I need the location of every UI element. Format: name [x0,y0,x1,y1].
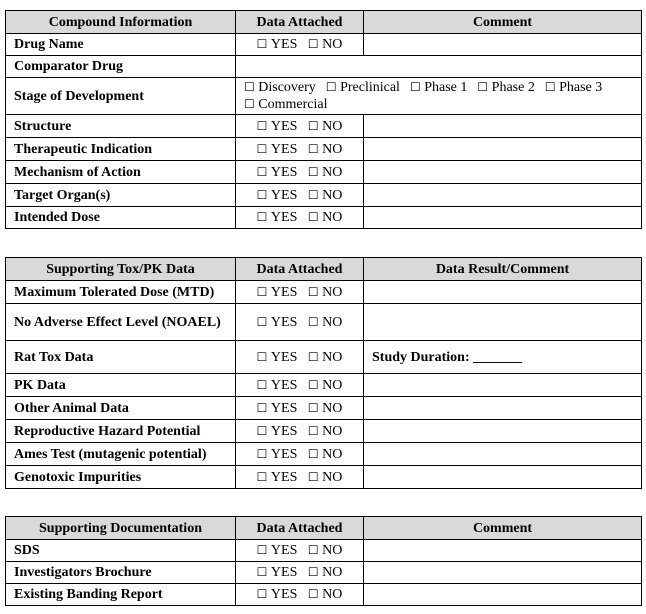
row-label: Stage of Development [6,78,236,115]
row-label: Maximum Tolerated Dose (MTD) [6,281,236,304]
data-attached-cell [236,374,364,397]
table-row [6,397,642,420]
comment-cell[interactable] [364,374,642,397]
data-attached-cell [236,443,364,466]
no-checkbox[interactable]: ☐ NO [307,210,343,225]
table-row [6,466,642,489]
comment-cell[interactable] [364,443,642,466]
table-row [6,540,642,562]
data-attached-cell [236,304,364,341]
row-label: Genotoxic Impurities [6,466,236,489]
stage-option-commercial[interactable]: ☐ Commercial [244,97,328,112]
table-row [6,341,642,374]
data-attached-cell [236,115,364,138]
comment-cell[interactable] [364,540,642,562]
comment-cell[interactable] [364,207,642,229]
yes-checkbox[interactable]: ☐ YES [256,446,298,462]
table-header-row [6,517,642,540]
no-checkbox[interactable]: ☐ NO [307,469,343,485]
data-attached-cell [236,281,364,304]
column-header: Data Attached [236,258,364,281]
yes-checkbox[interactable]: ☐ YES [256,469,298,485]
yes-checkbox[interactable]: ☐ YES [256,400,298,416]
no-checkbox[interactable]: ☐ NO [307,349,343,365]
no-checkbox[interactable]: ☐ NO [307,423,343,439]
table-row [6,562,642,584]
table-header-row [6,258,642,281]
row-label: Target Organ(s) [6,184,236,207]
yes-checkbox[interactable]: ☐ YES [256,423,298,439]
yes-checkbox[interactable]: ☐ YES [256,377,298,393]
comment-cell[interactable] [364,138,642,161]
no-checkbox[interactable]: ☐ NO [307,446,343,462]
yes-checkbox[interactable]: ☐ YES [256,164,298,180]
comparator-drug-field[interactable] [236,56,642,78]
no-checkbox[interactable]: ☐ NO [307,587,343,602]
stage-option-phase-2[interactable]: ☐ Phase 2 [477,80,535,95]
table-row [6,584,642,606]
table-row [6,281,642,304]
data-attached-cell [236,207,364,229]
column-header: Compound Information [6,11,236,34]
yes-checkbox[interactable]: ☐ YES [256,543,298,558]
table-row [6,115,642,138]
comment-cell[interactable] [364,562,642,584]
comment-cell[interactable] [364,397,642,420]
stage-option-discovery[interactable]: ☐ Discovery [244,80,316,95]
stage-options-cell [236,78,642,115]
data-attached-cell [236,584,364,606]
row-label: Structure [6,115,236,138]
no-checkbox[interactable]: ☐ NO [307,377,343,393]
table-row [6,161,642,184]
comment-cell[interactable] [364,184,642,207]
supporting-documentation-table [5,516,642,606]
data-attached-cell [236,161,364,184]
table-row [6,304,642,341]
data-attached-cell [236,420,364,443]
column-header: Comment [364,517,642,540]
no-checkbox[interactable]: ☐ NO [307,400,343,416]
column-header: Data Result/Comment [364,258,642,281]
comment-cell[interactable] [364,466,642,489]
yes-checkbox[interactable]: ☐ YES [256,141,298,157]
comment-cell[interactable] [364,281,642,304]
row-label: Drug Name [6,34,236,56]
column-header: Data Attached [236,11,364,34]
data-attached-cell [236,341,364,374]
column-header: Data Attached [236,517,364,540]
column-header: Supporting Documentation [6,517,236,540]
no-checkbox[interactable]: ☐ NO [307,37,343,52]
comment-cell[interactable] [364,161,642,184]
row-label: Rat Tox Data [6,341,236,374]
comment-cell[interactable] [364,34,642,56]
comment-cell[interactable] [364,584,642,606]
row-label: Therapeutic Indication [6,138,236,161]
data-attached-cell [236,540,364,562]
row-label: No Adverse Effect Level (NOAEL) [6,304,236,341]
row-label: PK Data [6,374,236,397]
comment-cell[interactable] [364,115,642,138]
no-checkbox[interactable]: ☐ NO [307,284,343,300]
stage-option-phase-3[interactable]: ☐ Phase 3 [544,80,603,95]
table-row [6,78,642,115]
table-row [6,184,642,207]
yes-checkbox[interactable]: ☐ YES [256,37,298,52]
row-label: Existing Banding Report [6,584,236,606]
table-row [6,34,642,56]
data-attached-cell [236,184,364,207]
data-attached-cell [236,34,364,56]
yes-checkbox[interactable]: ☐ YES [256,349,298,365]
no-checkbox[interactable]: ☐ NO [307,314,343,330]
supporting-tox-pk-table [5,257,642,489]
table-row [6,443,642,466]
yes-checkbox[interactable]: ☐ YES [256,210,298,225]
comment-cell[interactable] [364,304,642,341]
no-checkbox[interactable]: ☐ NO [307,118,343,134]
data-attached-cell [236,466,364,489]
yes-checkbox[interactable]: ☐ YES [256,314,298,330]
data-attached-cell [236,397,364,420]
stage-option-phase-1[interactable]: ☐ Phase 1 [409,80,468,95]
data-attached-cell [236,138,364,161]
column-header: Comment [364,11,642,34]
no-checkbox[interactable]: ☐ NO [307,565,343,580]
row-label: Comparator Drug [6,56,236,78]
data-attached-cell [236,562,364,584]
no-checkbox[interactable]: ☐ NO [307,543,343,558]
row-label: Mechanism of Action [6,161,236,184]
no-checkbox[interactable]: ☐ NO [307,187,343,203]
comment-cell[interactable] [364,420,642,443]
yes-checkbox[interactable]: ☐ YES [256,118,298,134]
table-row [6,56,642,78]
row-label: Reproductive Hazard Potential [6,420,236,443]
yes-checkbox[interactable]: ☐ YES [256,565,298,580]
table-header-row [6,11,642,34]
no-checkbox[interactable]: ☐ NO [307,141,343,157]
study-duration-field[interactable]: Study Duration: _______ [364,341,642,374]
table-row [6,138,642,161]
yes-checkbox[interactable]: ☐ YES [256,587,298,602]
row-label: Ames Test (mutagenic potential) [6,443,236,466]
row-label: Intended Dose [6,207,236,229]
row-label: Other Animal Data [6,397,236,420]
stage-option-preclinical[interactable]: ☐ Preclinical [325,80,400,95]
row-label: SDS [6,540,236,562]
yes-checkbox[interactable]: ☐ YES [256,284,298,300]
table-row [6,207,642,229]
yes-checkbox[interactable]: ☐ YES [256,187,298,203]
row-label: Investigators Brochure [6,562,236,584]
table-row [6,374,642,397]
no-checkbox[interactable]: ☐ NO [307,164,343,180]
compound-information-table [5,10,642,229]
column-header: Supporting Tox/PK Data [6,258,236,281]
table-row [6,420,642,443]
